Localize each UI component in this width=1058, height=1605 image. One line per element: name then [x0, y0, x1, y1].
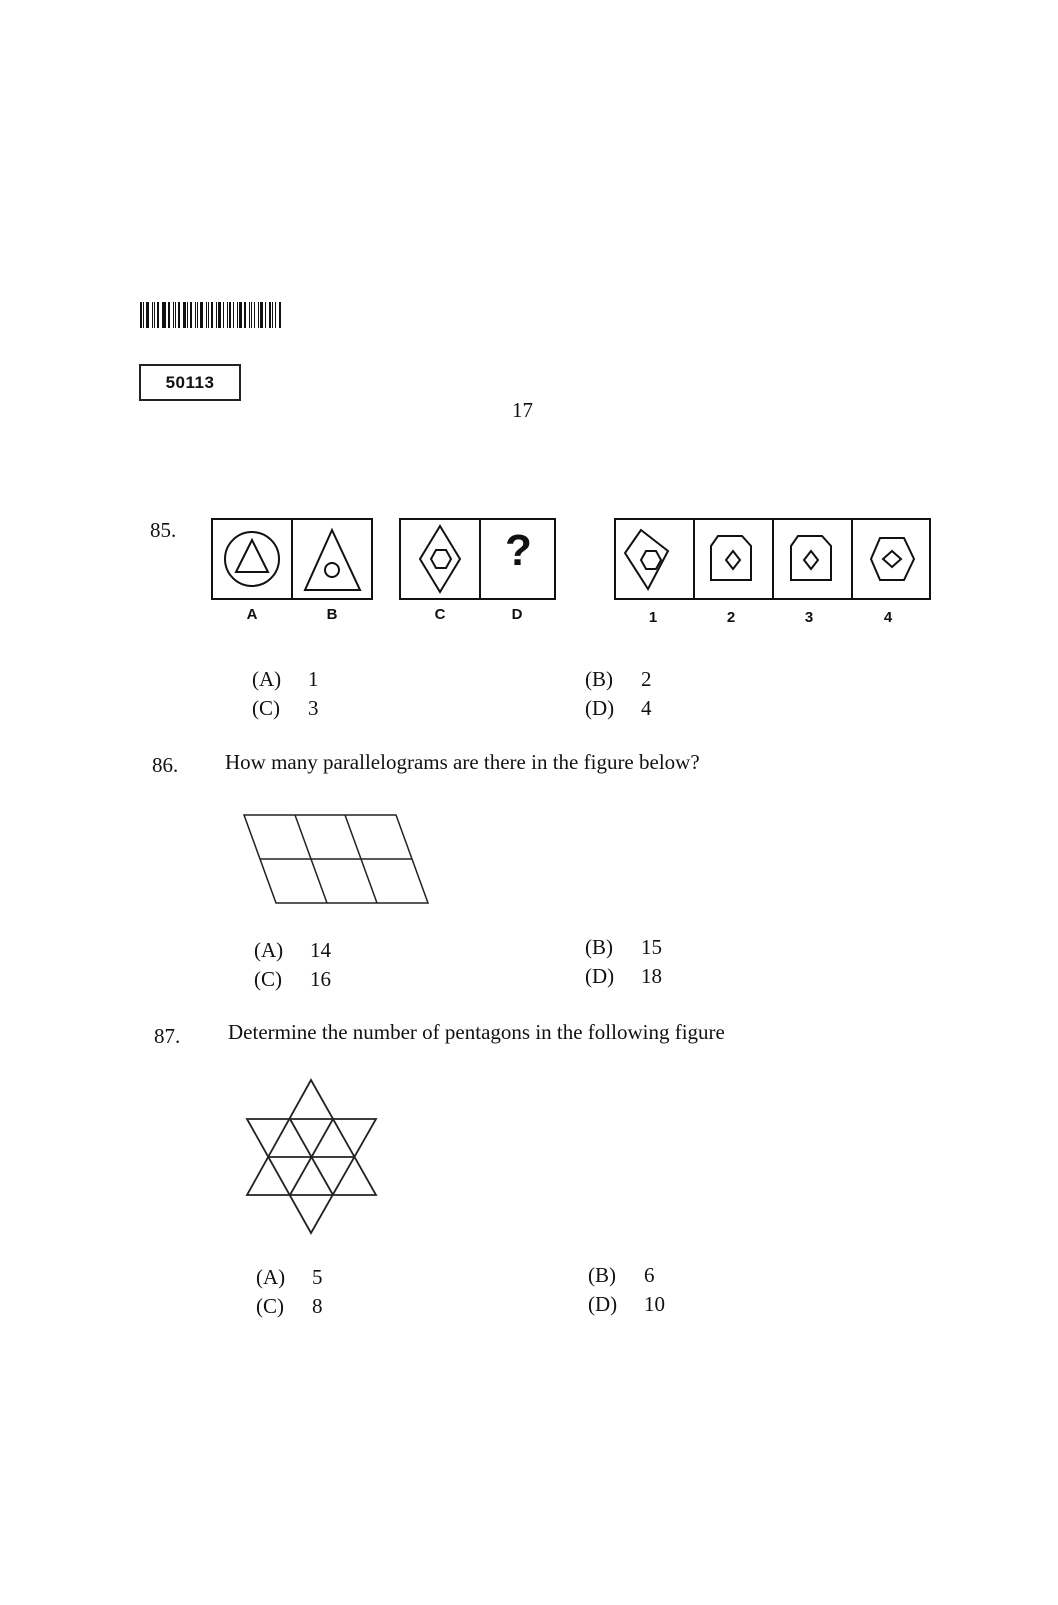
question-86-text: How many parallelograms are there in the figure below? [225, 750, 700, 774]
option-value: 4 [641, 696, 652, 720]
option-value: 8 [312, 1294, 323, 1318]
option-label: (D) [585, 964, 615, 988]
page-number: 17 [512, 398, 533, 422]
option-b[interactable] [588, 1263, 655, 1288]
question-86-number: 86. [152, 753, 179, 777]
paper-code: 50113 [139, 364, 241, 401]
option-value: 3 [308, 696, 319, 720]
option-value: 2 [641, 667, 652, 691]
option-label: (B) [585, 667, 613, 691]
option-value: 5 [312, 1265, 323, 1289]
option-value: 6 [644, 1263, 655, 1287]
figure-label-a: A [246, 606, 258, 623]
upward-triangle [247, 1080, 376, 1195]
option-value: 10 [644, 1292, 665, 1316]
question-85-number: 85. [150, 518, 177, 542]
option-value: 15 [641, 935, 662, 959]
figure-label-c: C [434, 606, 446, 623]
option-value: 1 [308, 667, 319, 691]
question-87-number: 87. [154, 1024, 181, 1048]
answer-label-4: 4 [883, 609, 893, 626]
option-label: (D) [585, 696, 615, 720]
figure-label-b: B [326, 606, 338, 623]
answer-label-1: 1 [648, 609, 658, 626]
option-value: 16 [310, 967, 331, 991]
option-d[interactable] [588, 1292, 665, 1317]
option-label: (A) [254, 938, 284, 962]
option-a[interactable] [256, 1265, 323, 1290]
answer-label-3: 3 [804, 609, 814, 626]
question-mark: ? [505, 526, 532, 575]
option-value: 14 [310, 938, 331, 962]
option-label: (A) [252, 667, 282, 691]
option-label: (C) [256, 1294, 284, 1318]
option-label: (B) [588, 1263, 616, 1287]
option-value: 18 [641, 964, 662, 988]
downward-triangle [247, 1119, 376, 1233]
option-c[interactable] [256, 1294, 323, 1319]
figure-label-d: D [511, 606, 523, 623]
option-label: (B) [585, 935, 613, 959]
option-label: (A) [256, 1265, 286, 1289]
option-label: (C) [252, 696, 280, 720]
option-label: (C) [254, 967, 282, 991]
option-label: (D) [588, 1292, 618, 1316]
question-87-text: Determine the number of pentagons in the following figure [228, 1020, 725, 1044]
answer-label-2: 2 [726, 609, 736, 626]
